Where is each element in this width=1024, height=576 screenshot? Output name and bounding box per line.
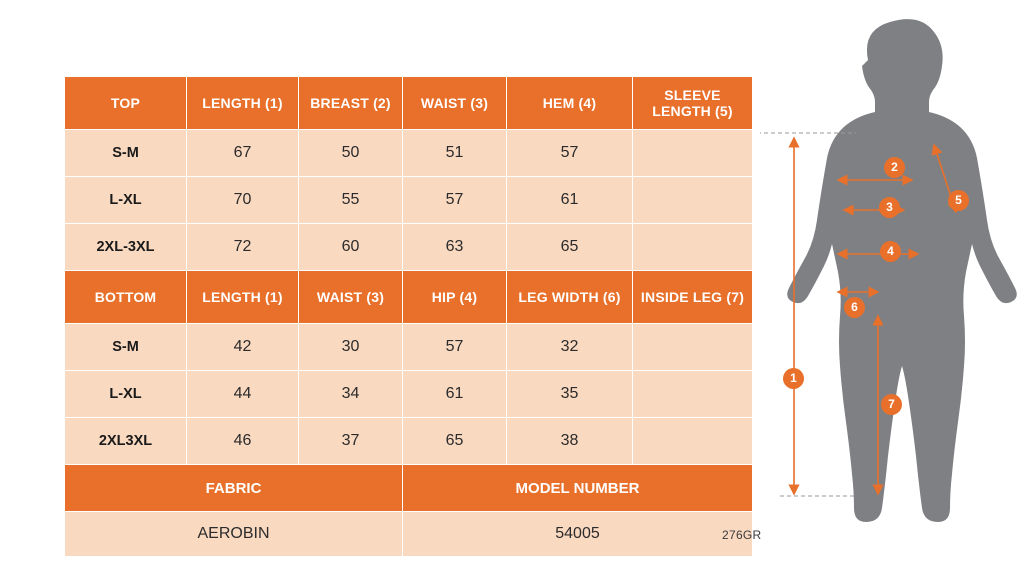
cell-length: 46: [187, 418, 299, 465]
product-code-label: 276GR: [722, 528, 762, 542]
header-cell-hem: HEM (4): [507, 77, 633, 130]
row-label: L-XL: [65, 177, 187, 224]
measurement-badge-1: 1: [783, 368, 804, 389]
header-cell-top: TOP: [65, 77, 187, 130]
cell-waist: 63: [403, 224, 507, 271]
header-cell-inside-leg: INSIDE LEG (7): [633, 271, 753, 324]
footer-header-row: [65, 465, 753, 512]
cell-hip: 57: [403, 324, 507, 371]
measurement-badge-4: 4: [880, 241, 901, 262]
cell-sleeve-length: [633, 224, 753, 271]
cell-hip: 61: [403, 371, 507, 418]
header-cell-waist: WAIST (3): [299, 271, 403, 324]
cell-length: 67: [187, 130, 299, 177]
cell-waist: 34: [299, 371, 403, 418]
row-label: S-M: [65, 130, 187, 177]
silhouette-icon: [787, 19, 1017, 522]
row-label: 2XL-3XL: [65, 224, 187, 271]
cell-breast: 55: [299, 177, 403, 224]
cell-waist: 57: [403, 177, 507, 224]
header-cell-hip: HIP (4): [403, 271, 507, 324]
table-row: [65, 224, 753, 271]
header-cell-bottom: BOTTOM: [65, 271, 187, 324]
table-row: [65, 130, 753, 177]
top-header-row: [65, 77, 753, 130]
cell-waist: 30: [299, 324, 403, 371]
cell-leg-width: 32: [507, 324, 633, 371]
female-silhouette-diagram: [760, 0, 1024, 576]
header-cell-length: LENGTH (1): [187, 77, 299, 130]
cell-sleeve-length: [633, 177, 753, 224]
table-row: [65, 418, 753, 465]
table-row: [65, 371, 753, 418]
header-cell-length: LENGTH (1): [187, 271, 299, 324]
cell-length: 70: [187, 177, 299, 224]
cell-hem: 61: [507, 177, 633, 224]
cell-hem: 57: [507, 130, 633, 177]
header-cell-leg-width: LEG WIDTH (6): [507, 271, 633, 324]
cell-breast: 50: [299, 130, 403, 177]
measurement-badge-3: 3: [879, 197, 900, 218]
cell-waist: 37: [299, 418, 403, 465]
measurement-badge-2: 2: [884, 157, 905, 178]
cell-breast: 60: [299, 224, 403, 271]
size-chart-table: [64, 76, 753, 557]
cell-inside-leg: [633, 418, 753, 465]
cell-length: 72: [187, 224, 299, 271]
cell-model-number-value: 54005: [403, 512, 753, 557]
header-cell-waist: WAIST (3): [403, 77, 507, 130]
measurement-figure-panel: [760, 0, 1024, 576]
header-cell-model-number: MODEL NUMBER: [403, 465, 753, 512]
cell-hem: 65: [507, 224, 633, 271]
table-row: [65, 324, 753, 371]
measurement-badge-7: 7: [881, 394, 902, 415]
header-cell-breast: BREAST (2): [299, 77, 403, 130]
cell-sleeve-length: [633, 130, 753, 177]
cell-waist: 51: [403, 130, 507, 177]
cell-leg-width: 35: [507, 371, 633, 418]
cell-length: 42: [187, 324, 299, 371]
measurement-badge-5: 5: [948, 190, 969, 211]
cell-inside-leg: [633, 371, 753, 418]
row-label: 2XL3XL: [65, 418, 187, 465]
cell-length: 44: [187, 371, 299, 418]
cell-leg-width: 38: [507, 418, 633, 465]
measurement-badge-6: 6: [844, 297, 865, 318]
cell-inside-leg: [633, 324, 753, 371]
cell-hip: 65: [403, 418, 507, 465]
table-row: [65, 177, 753, 224]
bottom-header-row: [65, 271, 753, 324]
header-cell-fabric: FABRIC: [65, 465, 403, 512]
row-label: S-M: [65, 324, 187, 371]
cell-fabric-value: AEROBIN: [65, 512, 403, 557]
footer-value-row: [65, 512, 753, 557]
row-label: L-XL: [65, 371, 187, 418]
header-cell-sleeve-length: SLEEVE LENGTH (5): [633, 77, 753, 130]
